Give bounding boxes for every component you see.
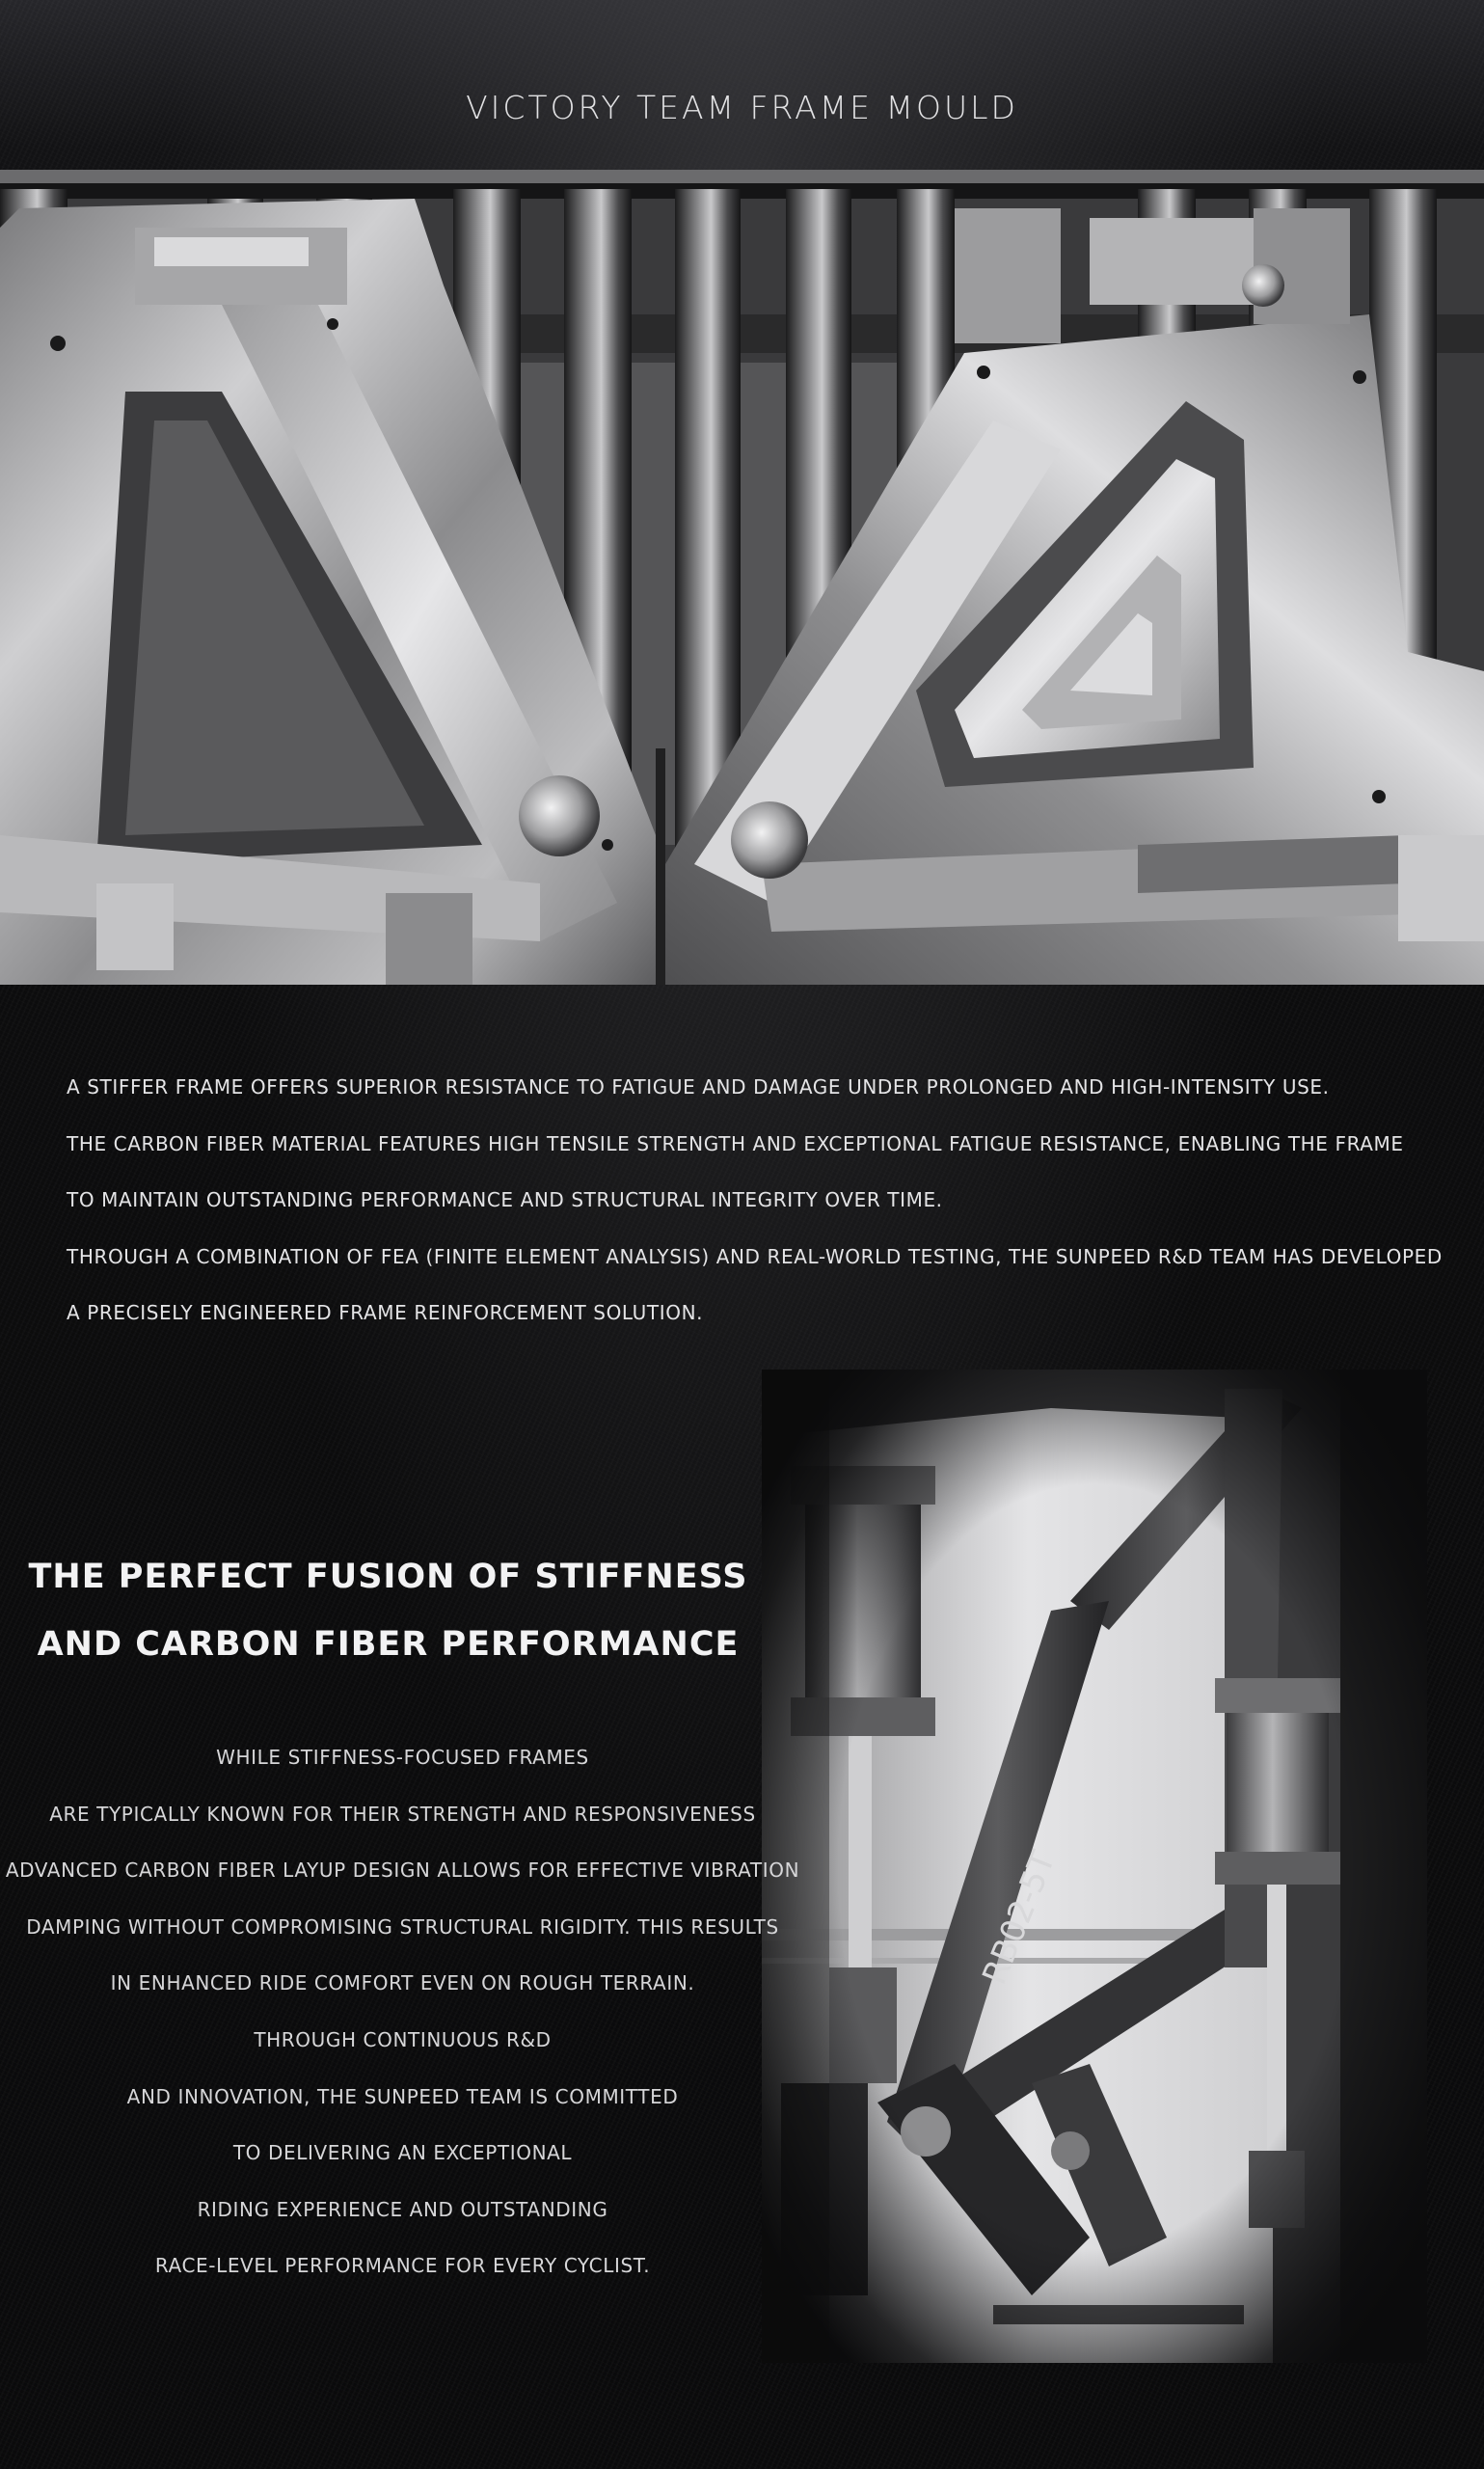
fusion-heading [0, 1543, 776, 1678]
fusion-body-line: THROUGH CONTINUOUS R&D [254, 2027, 552, 2051]
intro-line: TO MAINTAIN OUTSTANDING PERFORMANCE AND STRUCTURAL INTEGRITY OVER TIME. [67, 1188, 943, 1211]
intro-line: THE CARBON FIBER MATERIAL FEATURES HIGH TENSILE STRENGTH AND EXCEPTIONAL FATIGUE RESISTANCE, ENABLING THE FRAME [67, 1131, 1404, 1155]
fusion-body-line: RACE-LEVEL PERFORMANCE FOR EVERY CYCLIST. [154, 2254, 651, 2278]
fusion-body-line: TO DELIVERING AN EXCEPTIONAL [232, 2141, 573, 2165]
intro-line: A STIFFER FRAME OFFERS SUPERIOR RESISTANCE TO FATIGUE AND DAMAGE UNDER PROLONGED AND HIGH-INTENSITY USE. [67, 1075, 1330, 1099]
fusion-heading-line: AND CARBON FIBER PERFORMANCE [37, 1625, 740, 1664]
fusion-body-line: RIDING EXPERIENCE AND OUTSTANDING [197, 2197, 608, 2221]
fusion-body-line: ADVANCED CARBON FIBER LAYUP DESIGN ALLOWS FOR EFFECTIVE VIBRATION [5, 1859, 800, 1883]
intro-paragraph [67, 1059, 1455, 1342]
fusion-body-line: DAMPING WITHOUT COMPROMISING STRUCTURAL RIGIDITY. THIS RESULTS [26, 1914, 779, 1939]
test-photo [762, 1370, 1427, 2363]
fusion-heading-line: THE PERFECT FUSION OF STIFFNESS [28, 1558, 748, 1596]
intro-line: A PRECISELY ENGINEERED FRAME REINFORCEMENT SOLUTION. [67, 1301, 704, 1324]
fusion-body-line: IN ENHANCED RIDE COMFORT EVEN ON ROUGH TERRAIN. [110, 1971, 695, 1995]
intro-line: THROUGH A COMBINATION OF FEA (FINITE ELEMENT ANALYSIS) AND REAL-WORLD TESTING, THE SUNPEED R&D TEAM HAS DEVELOPED [67, 1244, 1443, 1268]
fusion-body-line: WHILE STIFFNESS-FOCUSED FRAMES [216, 1746, 589, 1769]
fusion-body [0, 1729, 805, 2294]
fusion-body-line: ARE TYPICALLY KNOWN FOR THEIR STRENGTH AND RESPONSIVENESS [49, 1802, 756, 1826]
page-title: VICTORY TEAM FRAME MOULD [466, 89, 1018, 126]
fusion-body-line: AND INNOVATION, THE SUNPEED TEAM IS COMMITTED [126, 2084, 679, 2108]
mould-photo [0, 170, 1484, 985]
